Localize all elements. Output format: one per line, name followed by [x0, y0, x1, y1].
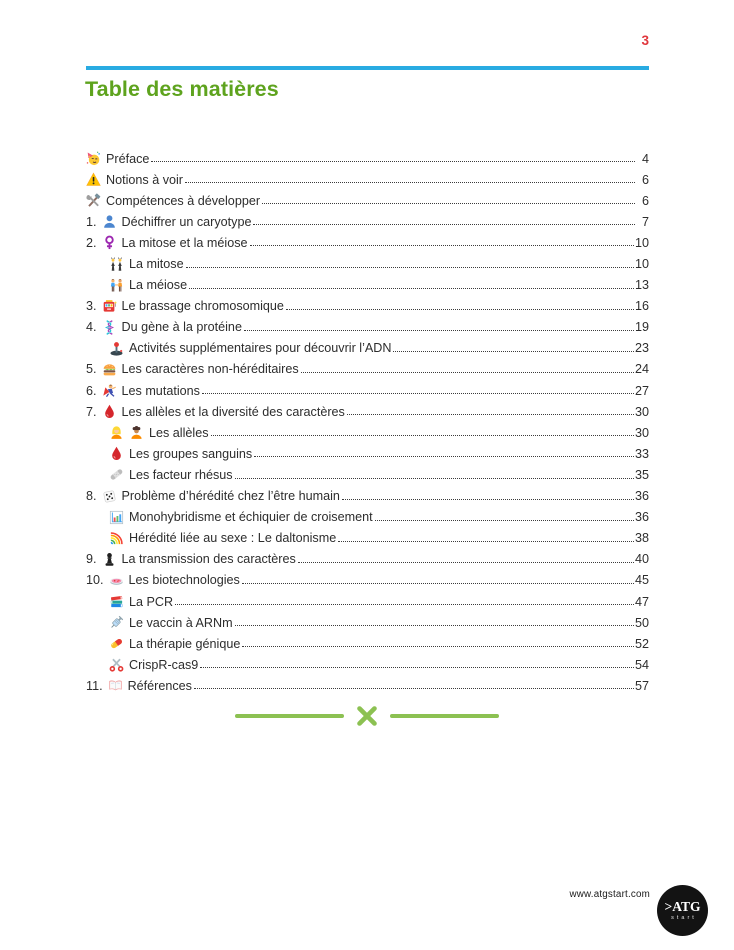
toc-entry-label: Les allèles — [149, 425, 209, 440]
toc-entry[interactable] — [86, 507, 649, 528]
toc-entry[interactable] — [86, 190, 649, 211]
bandage-icon — [109, 467, 124, 482]
toc-entry-label: CrispR-cas9 — [129, 657, 199, 672]
toc-entry[interactable] — [86, 633, 649, 654]
toc-entry-label: Déchiffrer un caryotype — [121, 214, 252, 229]
toc-entry[interactable] — [86, 401, 649, 422]
toc-entry-label: La mitose et la méiose — [121, 235, 248, 250]
toc-leader-dots — [301, 370, 634, 373]
toc-entry-label: Les caractères non-héréditaires — [121, 362, 299, 377]
toc-entry-label: Du gène à la protéine — [121, 320, 242, 335]
toc-entry[interactable] — [86, 612, 649, 633]
toc-entry-label: Hérédité liée au sexe : Le daltonisme — [129, 531, 337, 546]
toc-entry-label: Le brassage chromosomique — [121, 299, 284, 314]
bar-chart-icon — [109, 510, 124, 525]
toc-entry-page: 36 — [634, 489, 649, 504]
toc-entry-label: La PCR — [129, 594, 174, 609]
toc-entry-number: 7. — [86, 404, 97, 419]
toc-entry-page: 7 — [641, 214, 649, 229]
divider-x-icon — [353, 702, 381, 730]
toc-entry-label: Le vaccin à ARNm — [129, 615, 233, 630]
toc-list — [86, 148, 649, 696]
toc-entry-page: 45 — [634, 573, 649, 588]
toc-entry-label: Préface — [106, 151, 150, 166]
toc-entry-page: 36 — [634, 510, 649, 525]
toc-entry-page: 27 — [634, 383, 649, 398]
toc-entry-page: 30 — [634, 404, 649, 419]
toc-entry-label: Les allèles et la diversité des caractères — [121, 404, 345, 419]
toc-leader-dots — [235, 623, 634, 626]
hammer-wrench-icon — [86, 193, 101, 208]
toc-entry-label: Problème d’hérédité chez l’être humain — [121, 489, 340, 504]
toc-leader-dots — [393, 349, 634, 352]
toc-entry-label: Notions à voir — [106, 172, 183, 187]
toc-entry[interactable] — [86, 654, 649, 675]
toc-leader-dots — [211, 433, 634, 436]
toc-leader-dots — [194, 686, 634, 689]
toc-entry[interactable] — [86, 486, 649, 507]
person-blond-icon — [109, 425, 124, 440]
divider-line-right — [390, 714, 499, 719]
rainbow-icon — [109, 531, 124, 546]
toc-entry[interactable] — [86, 275, 649, 296]
toc-leader-dots — [375, 518, 634, 521]
footer-website: www.atgstart.com — [569, 889, 650, 900]
slot-machine-icon — [102, 299, 117, 314]
toc-entry-number: 6. — [86, 383, 97, 398]
hamburger-icon — [102, 362, 117, 377]
toc-entry-label: La transmission des caractères — [121, 552, 296, 567]
divider-line-left — [235, 714, 344, 719]
toc-leader-dots — [185, 180, 635, 183]
toc-entry-page: 40 — [634, 552, 649, 567]
toc-entry-page: 23 — [634, 341, 649, 356]
toc-entry-page: 10 — [634, 257, 649, 272]
open-book-icon — [108, 678, 123, 693]
toc-entry-page: 35 — [634, 467, 649, 482]
toc-entry[interactable] — [86, 422, 649, 443]
toc-entry-page: 30 — [634, 425, 649, 440]
toc-leader-dots — [342, 497, 634, 500]
toc-entry-page: 33 — [634, 446, 649, 461]
toc-entry-page: 16 — [634, 299, 649, 314]
toc-entry-page: 13 — [634, 278, 649, 293]
toc-entry-label: Compétences à développer — [106, 193, 261, 208]
toc-entry-number: 5. — [86, 362, 97, 377]
syringe-icon — [109, 615, 124, 630]
toc-entry-page: 50 — [634, 615, 649, 630]
toc-leader-dots — [298, 560, 634, 563]
toc-entry[interactable] — [86, 253, 649, 274]
atg-logo-subtext: start — [671, 915, 697, 921]
toc-entry-page: 4 — [641, 151, 649, 166]
joystick-icon — [109, 341, 124, 356]
toc-leader-dots — [286, 307, 634, 310]
page-number: 3 — [641, 33, 649, 48]
toc-leader-dots — [244, 328, 634, 331]
toc-leader-dots — [151, 159, 635, 162]
blood-drop-icon — [102, 404, 117, 419]
toc-entry-page: 57 — [634, 678, 649, 693]
toc-entry-number: 2. — [86, 235, 97, 250]
toc-entry-label: Monohybridisme et échiquier de croisement — [129, 510, 373, 525]
toc-entry[interactable] — [86, 296, 649, 317]
toc-leader-dots — [189, 286, 634, 289]
toc-entry-label: Les groupes sanguins — [129, 446, 253, 461]
toc-entry[interactable] — [86, 591, 649, 612]
toc-entry[interactable] — [86, 464, 649, 485]
toc-entry[interactable] — [86, 380, 649, 401]
header-rule — [86, 66, 649, 70]
section-divider — [0, 701, 734, 731]
toc-entry-label: La méiose — [129, 278, 188, 293]
toc-entry[interactable] — [86, 570, 649, 591]
person-curly-icon — [129, 425, 144, 440]
toc-leader-dots — [262, 201, 635, 204]
petri-dish-icon — [109, 573, 124, 588]
toc-entry-number: 1. — [86, 214, 97, 229]
dancers-icon — [109, 257, 124, 272]
toc-entry[interactable] — [86, 338, 649, 359]
toc-entry-label: La thérapie génique — [129, 636, 241, 651]
toc-entry[interactable] — [86, 317, 649, 338]
toc-entry[interactable] — [86, 443, 649, 464]
toc-entry-number: 11. — [86, 678, 103, 693]
superhero-icon — [102, 383, 117, 398]
toc-entry-label: Les mutations — [121, 383, 200, 398]
toc-entry-page: 54 — [634, 657, 649, 672]
blood-drop-icon — [109, 446, 124, 461]
female-sign-icon — [102, 235, 117, 250]
toc-entry-page: 52 — [634, 636, 649, 651]
page-title: Table des matières — [85, 77, 279, 101]
toc-leader-dots — [235, 476, 634, 479]
toc-entry-page: 24 — [634, 362, 649, 377]
toc-entry-number: 8. — [86, 489, 97, 504]
toc-entry[interactable] — [86, 148, 649, 169]
atg-logo-text: >ATG — [664, 899, 701, 914]
toc-entry[interactable] — [86, 211, 649, 232]
bust-blue-icon — [102, 214, 117, 229]
toc-leader-dots — [253, 222, 635, 225]
toc-entry-page: 19 — [634, 320, 649, 335]
toc-entry-label: Références — [127, 678, 192, 693]
toc-leader-dots — [338, 539, 634, 542]
toc-leader-dots — [175, 602, 634, 605]
toc-entry-number: 4. — [86, 320, 97, 335]
toc-leader-dots — [202, 391, 634, 394]
toc-entry[interactable] — [86, 549, 649, 570]
pill-icon — [109, 636, 124, 651]
toc-entry[interactable] — [86, 232, 649, 253]
atg-logo — [657, 885, 708, 936]
toc-entry[interactable] — [86, 359, 649, 380]
toc-leader-dots — [200, 665, 634, 668]
toc-entry-label: La mitose — [129, 257, 184, 272]
toc-entry-label: Activités supplémentaires pour découvrir l’ADN — [129, 341, 392, 356]
partying-face-icon — [86, 151, 101, 166]
toc-entry-number: 10. — [86, 573, 104, 588]
toc-entry-number: 3. — [86, 299, 97, 314]
toc-entry-page: 38 — [634, 531, 649, 546]
toc-entry[interactable] — [86, 169, 649, 190]
toc-entry-page: 6 — [641, 193, 649, 208]
dna-icon — [102, 320, 117, 335]
scissors-icon — [109, 657, 124, 672]
couple-icon — [109, 278, 124, 293]
toc-leader-dots — [242, 644, 634, 647]
game-die-icon — [102, 489, 117, 504]
toc-entry-page: 10 — [634, 235, 649, 250]
toc-entry[interactable] — [86, 528, 649, 549]
toc-entry-page: 47 — [634, 594, 649, 609]
toc-leader-dots — [242, 581, 634, 584]
toc-entry-label: Les biotechnologies — [128, 573, 240, 588]
chess-pawn-icon — [102, 552, 117, 567]
books-stack-icon — [109, 594, 124, 609]
toc-entry-page: 6 — [641, 172, 649, 187]
toc-entry[interactable] — [86, 675, 649, 696]
warning-icon — [86, 172, 101, 187]
toc-entry-number: 9. — [86, 552, 97, 567]
toc-leader-dots — [250, 243, 634, 246]
toc-leader-dots — [186, 265, 634, 268]
toc-entry-label: Les facteur rhésus — [129, 467, 233, 482]
toc-leader-dots — [347, 412, 634, 415]
toc-leader-dots — [254, 454, 634, 457]
